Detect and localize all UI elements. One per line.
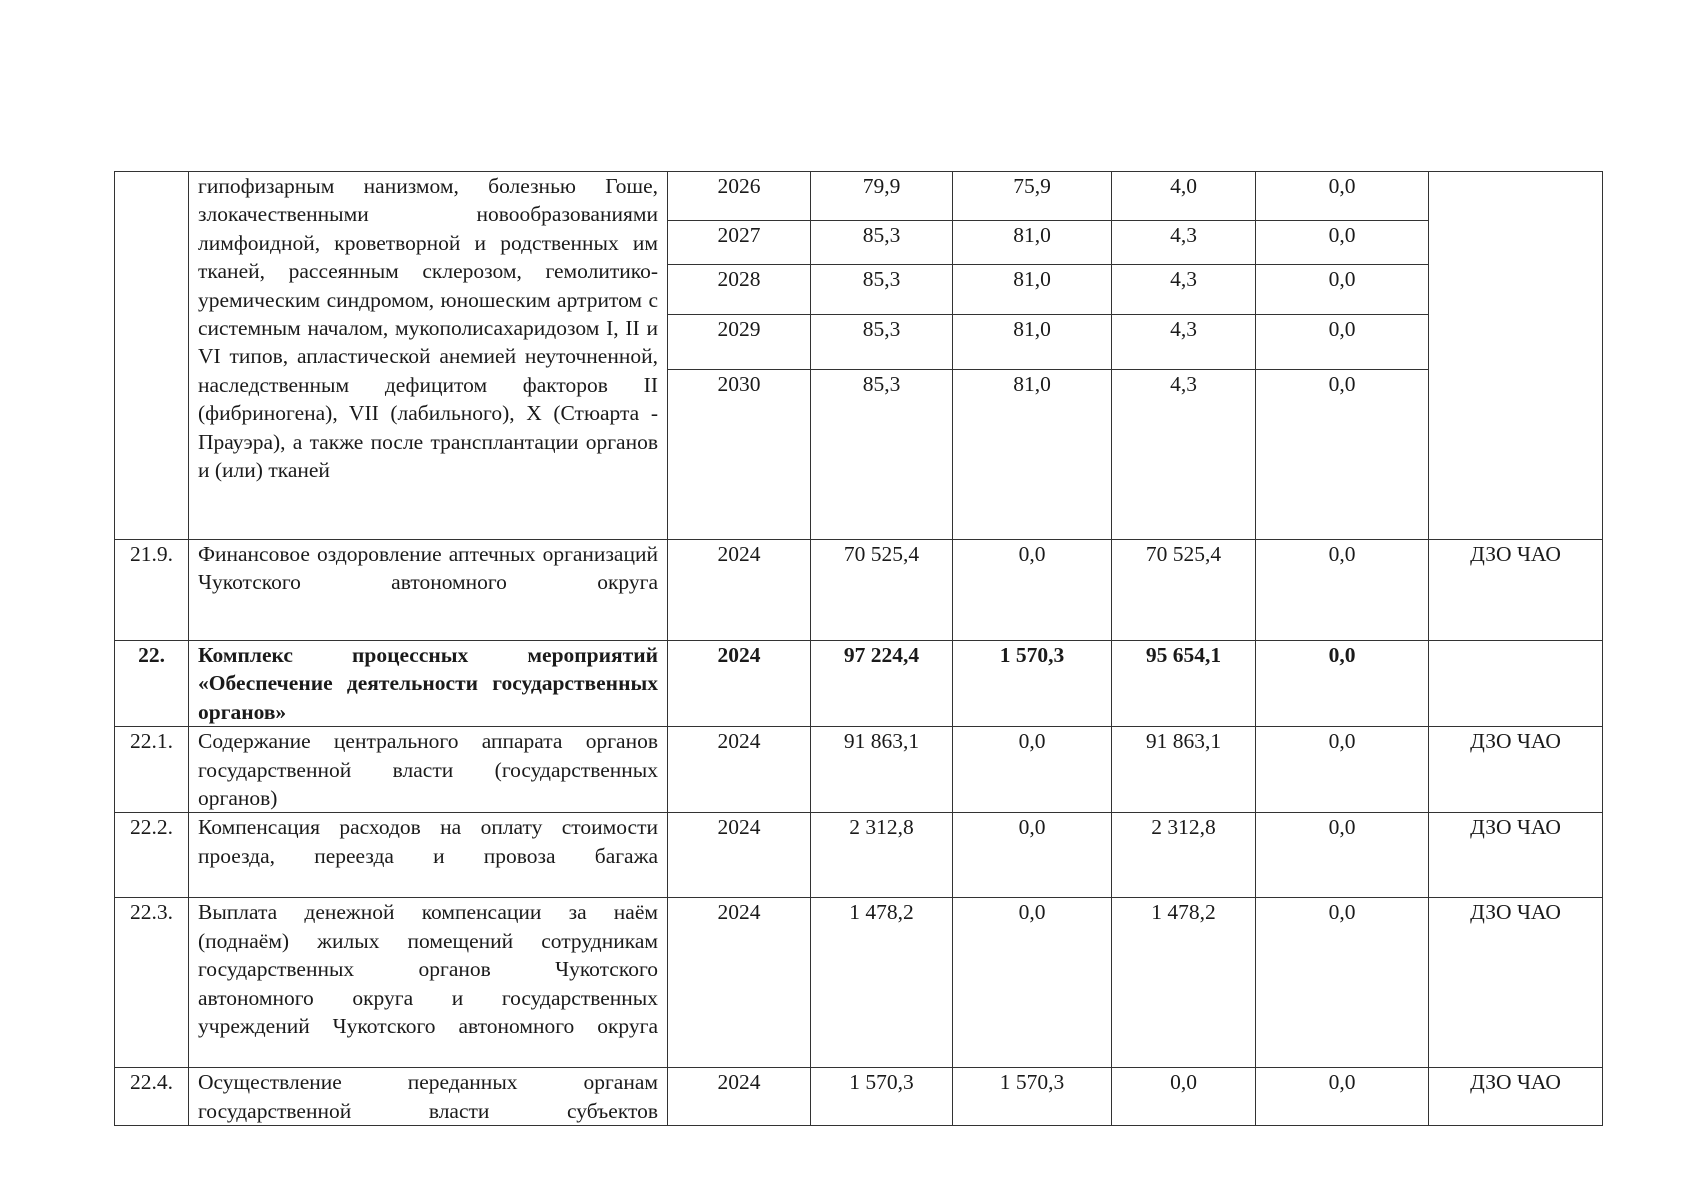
federal-budget-cell: 81,0	[953, 221, 1112, 265]
row-number-cell	[115, 172, 189, 540]
federal-budget-cell: 0,0	[953, 540, 1112, 641]
document-page	[114, 171, 1603, 1126]
year-cell: 2024	[668, 727, 811, 813]
table-row	[115, 898, 1603, 1068]
responsible-cell	[1429, 172, 1603, 540]
responsible-cell: ДЗО ЧАО	[1429, 1068, 1603, 1126]
row-description: гипофизарным нанизмом, болезнью Гоше, злокачественными новообразованиями лимфоидной, кроветворной и родственных им тканей, рассеянным склерозом, гемолитико-уремическим синдромом, юношеским артритом с системным началом, мукополисахаридозом I, II и VI типов, апластической анемией неуточненной, наследственным дефицитом факторов II (фибриногена), VII (лабильного), X (Стюарта - Прауэра), а также после трансплантации органов и (или) тканей	[189, 172, 668, 540]
federal-budget-cell: 0,0	[953, 813, 1112, 898]
federal-budget-cell: 81,0	[953, 370, 1112, 540]
regional-budget-cell: 91 863,1	[1112, 727, 1256, 813]
row-description: Осуществление переданных органам государственной власти субъектов	[189, 1068, 668, 1126]
year-cell: 2024	[668, 813, 811, 898]
year-cell: 2029	[668, 315, 811, 370]
total-cell: 85,3	[811, 315, 953, 370]
responsible-cell: ДЗО ЧАО	[1429, 727, 1603, 813]
year-cell: 2030	[668, 370, 811, 540]
total-cell: 1 570,3	[811, 1068, 953, 1126]
total-cell: 1 478,2	[811, 898, 953, 1068]
row-number: 22.1.	[115, 727, 189, 813]
budget-table	[114, 171, 1603, 1126]
regional-budget-cell: 0,0	[1112, 1068, 1256, 1126]
regional-budget-cell: 95 654,1	[1112, 641, 1256, 727]
row-number: 22.4.	[115, 1068, 189, 1126]
row-description: Содержание центрального аппарата органов государственной власти (государственных органов)	[189, 727, 668, 813]
year-cell: 2024	[668, 641, 811, 727]
other-sources-cell: 0,0	[1256, 1068, 1429, 1126]
year-cell: 2024	[668, 540, 811, 641]
regional-budget-cell: 4,3	[1112, 221, 1256, 265]
table-row	[115, 727, 1603, 813]
total-cell: 91 863,1	[811, 727, 953, 813]
total-cell: 70 525,4	[811, 540, 953, 641]
table-row	[115, 1068, 1603, 1126]
table-row	[115, 172, 1603, 221]
total-cell: 85,3	[811, 221, 953, 265]
regional-budget-cell: 4,3	[1112, 315, 1256, 370]
row-description: Комплекс процессных мероприятий «Обеспечение деятельности государственных органов»	[189, 641, 668, 727]
row-number: 22.3.	[115, 898, 189, 1068]
year-cell: 2028	[668, 265, 811, 315]
regional-budget-cell: 2 312,8	[1112, 813, 1256, 898]
regional-budget-cell: 4,3	[1112, 370, 1256, 540]
responsible-cell	[1429, 641, 1603, 727]
row-description: Финансовое оздоровление аптечных организаций Чукотского автономного округа	[189, 540, 668, 641]
row-number: 21.9.	[115, 540, 189, 641]
year-cell: 2027	[668, 221, 811, 265]
total-cell: 85,3	[811, 265, 953, 315]
regional-budget-cell: 4,3	[1112, 265, 1256, 315]
other-sources-cell: 0,0	[1256, 641, 1429, 727]
other-sources-cell: 0,0	[1256, 315, 1429, 370]
federal-budget-cell: 1 570,3	[953, 1068, 1112, 1126]
table-row	[115, 540, 1603, 641]
federal-budget-cell: 81,0	[953, 265, 1112, 315]
federal-budget-cell: 1 570,3	[953, 641, 1112, 727]
responsible-cell: ДЗО ЧАО	[1429, 540, 1603, 641]
regional-budget-cell: 4,0	[1112, 172, 1256, 221]
federal-budget-cell: 75,9	[953, 172, 1112, 221]
other-sources-cell: 0,0	[1256, 898, 1429, 1068]
table-row	[115, 641, 1603, 727]
row-description: Компенсация расходов на оплату стоимости проезда, переезда и провоза багажа	[189, 813, 668, 898]
other-sources-cell: 0,0	[1256, 813, 1429, 898]
federal-budget-cell: 0,0	[953, 898, 1112, 1068]
responsible-cell: ДЗО ЧАО	[1429, 813, 1603, 898]
total-cell: 97 224,4	[811, 641, 953, 727]
other-sources-cell: 0,0	[1256, 727, 1429, 813]
total-cell: 79,9	[811, 172, 953, 221]
row-number: 22.	[115, 641, 189, 727]
row-description: Выплата денежной компенсации за наём (поднаём) жилых помещений сотрудникам государственных органов Чукотского автономного округа и государственных учреждений Чукотского автономного округа	[189, 898, 668, 1068]
year-cell: 2026	[668, 172, 811, 221]
year-cell: 2024	[668, 898, 811, 1068]
federal-budget-cell: 81,0	[953, 315, 1112, 370]
other-sources-cell: 0,0	[1256, 221, 1429, 265]
year-cell: 2024	[668, 1068, 811, 1126]
other-sources-cell: 0,0	[1256, 172, 1429, 221]
regional-budget-cell: 1 478,2	[1112, 898, 1256, 1068]
table-row	[115, 813, 1603, 898]
federal-budget-cell: 0,0	[953, 727, 1112, 813]
responsible-cell: ДЗО ЧАО	[1429, 898, 1603, 1068]
total-cell: 85,3	[811, 370, 953, 540]
other-sources-cell: 0,0	[1256, 370, 1429, 540]
row-number: 22.2.	[115, 813, 189, 898]
other-sources-cell: 0,0	[1256, 265, 1429, 315]
total-cell: 2 312,8	[811, 813, 953, 898]
regional-budget-cell: 70 525,4	[1112, 540, 1256, 641]
other-sources-cell: 0,0	[1256, 540, 1429, 641]
